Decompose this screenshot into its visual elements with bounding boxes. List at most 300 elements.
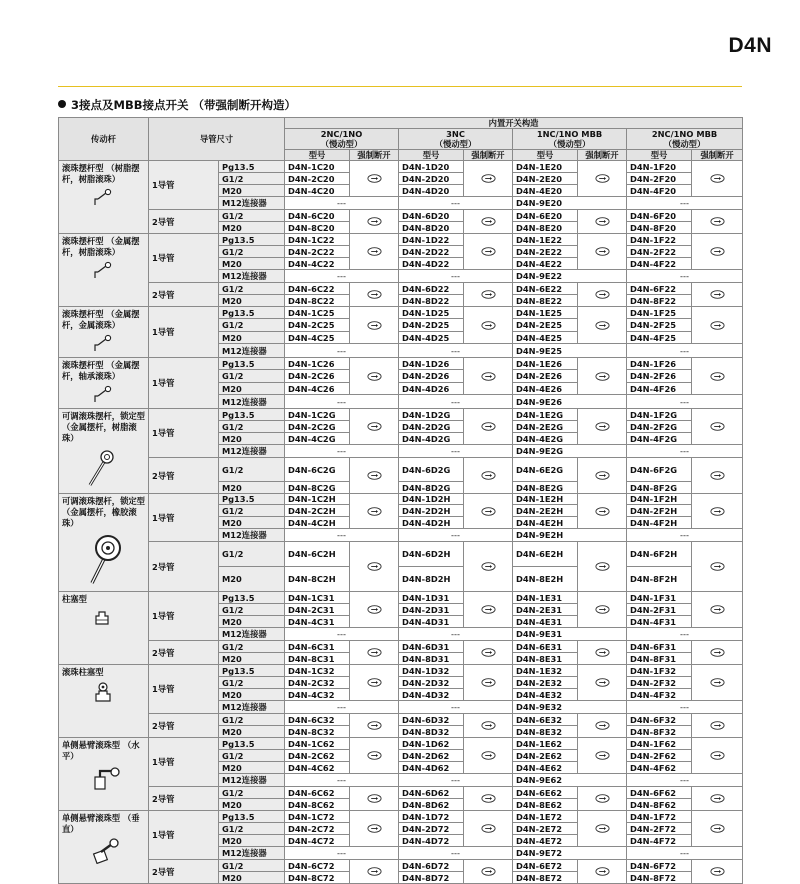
size-cell: Pg13.5 [219,409,285,421]
forced-opening-icon [464,210,513,234]
model-cell: D4N-4E20 [513,185,578,197]
size-cell: G1/2 [219,787,285,799]
not-available-cell: --- [627,701,743,714]
table-row [59,494,743,505]
forced-opening-icon [464,161,513,197]
table-row [59,161,743,173]
model-cell: D4N-6F72 [627,860,692,872]
model-cell: D4N-2D26 [399,370,464,382]
lever-cell [59,358,149,409]
model-cell: D4N-8D62 [399,799,464,811]
model-cell: D4N-2C32 [285,677,350,689]
forced-opening-icon [578,358,627,395]
model-cell: D4N-6C72 [285,860,350,872]
size-cell: Pg13.5 [219,161,285,173]
not-available-cell: --- [285,628,399,641]
model-cell: D4N-6C20 [285,210,350,222]
section-title-text: 3接点及MBB接点开关 （带强制断开构造） [71,98,296,112]
header-forced-opening: 强制断开 [692,150,743,161]
model-cell: D4N-2C20 [285,173,350,185]
size-cell: G1/2 [219,283,285,295]
lever-label: 单侧悬臂滚珠型 （垂直） [62,813,140,834]
header-forced-opening: 强制断开 [350,150,399,161]
model-cell: D4N-1F20 [627,161,692,173]
roller-lever-bearing-icon [92,385,145,406]
model-cell: D4N-2F20 [627,173,692,185]
model-cell: D4N-6C31 [285,641,350,653]
roller-lever-metal-metal-icon [92,334,145,355]
conduit-cell: 2导管 [149,860,219,884]
model-cell: D4N-1C2G [285,409,350,421]
forced-opening-icon [578,738,627,774]
size-cell: G1/2 [219,370,285,382]
model-cell: D4N-4C22 [285,258,350,270]
lever-cell [59,494,149,592]
model-cell: D4N-2C26 [285,370,350,382]
forced-opening-icon [578,592,627,628]
lever-label: 可调滚珠摆杆，锁定型 （金属摆杆，橡胶滚珠） [62,496,145,528]
header-switch-group: 内置开关构造 [285,118,743,129]
model-cell: D4N-4E32 [513,689,578,701]
forced-opening-icon [692,358,743,395]
header-config-name: 1NC/1NO MBB [536,129,603,139]
model-cell: D4N-6E2G [513,458,578,482]
forced-opening-icon [578,161,627,197]
table-row [59,210,743,222]
model-cell: D4N-2E62 [513,750,578,762]
model-cell: D4N-9E22 [513,270,627,283]
table-row [59,714,743,726]
header-config-sub: （慢动型） [434,139,477,149]
model-cell: D4N-8F31 [627,653,692,665]
model-cell: D4N-8E20 [513,222,578,234]
model-cell: D4N-8C2H [285,567,350,592]
model-cell: D4N-6E22 [513,283,578,295]
model-cell: D4N-1D31 [399,592,464,604]
model-cell: D4N-1D22 [399,234,464,246]
size-cell: M12连接器 [219,270,285,283]
model-cell: D4N-6F2H [627,542,692,567]
model-cell: D4N-8F62 [627,799,692,811]
size-cell: M12连接器 [219,445,285,458]
model-cell: D4N-6F2G [627,458,692,482]
lever-label: 滚珠摆杆型 （金属摆杆，树脂滚珠） [62,236,140,257]
model-cell: D4N-8C32 [285,726,350,738]
model-cell: D4N-2D2G [399,421,464,433]
size-cell: M12连接器 [219,395,285,409]
model-cell: D4N-1E22 [513,234,578,246]
model-cell: D4N-6E20 [513,210,578,222]
header-config-2 [399,129,513,150]
model-cell: D4N-4C20 [285,185,350,197]
model-cell: D4N-4D32 [399,689,464,701]
size-cell: M12连接器 [219,197,285,210]
model-cell: D4N-4F31 [627,616,692,628]
model-cell: D4N-1E26 [513,358,578,370]
forced-opening-icon [578,283,627,307]
model-cell: D4N-1C25 [285,307,350,319]
model-cell: D4N-4F26 [627,382,692,394]
forced-opening-icon [350,542,399,592]
size-cell: Pg13.5 [219,592,285,604]
model-cell: D4N-1E2H [513,494,578,505]
forced-opening-icon [578,665,627,701]
not-available-cell: --- [399,344,513,358]
not-available-cell: --- [285,701,399,714]
forced-opening-icon [350,307,399,344]
size-cell: M12连接器 [219,529,285,542]
size-cell: G1/2 [219,604,285,616]
forced-opening-icon [464,283,513,307]
model-cell: D4N-1F2G [627,409,692,421]
model-cell: D4N-8F2G [627,482,692,494]
model-cell: D4N-9E62 [513,774,627,787]
size-cell: M12连接器 [219,774,285,787]
lever-cell [59,665,149,738]
table-row [59,307,743,319]
table-row [59,592,743,604]
table-row [59,283,743,295]
forced-opening-icon [578,811,627,847]
size-cell: M12连接器 [219,701,285,714]
header-config-4 [627,129,743,150]
model-cell: D4N-2C2H [285,505,350,517]
model-cell: D4N-2C72 [285,823,350,835]
not-available-cell: --- [285,529,399,542]
size-cell: M20 [219,331,285,343]
forced-opening-icon [350,161,399,197]
model-cell: D4N-2F25 [627,319,692,331]
model-cell: D4N-4D72 [399,835,464,847]
forced-opening-icon [350,860,399,884]
size-cell: M20 [219,567,285,592]
forced-opening-icon [464,641,513,665]
model-cell: D4N-2D62 [399,750,464,762]
model-cell: D4N-6F62 [627,787,692,799]
size-cell: M20 [219,433,285,445]
model-cell: D4N-1D26 [399,358,464,370]
forced-opening-icon [350,592,399,628]
size-cell: M20 [219,258,285,270]
forced-opening-icon [692,714,743,738]
not-available-cell: --- [285,270,399,283]
size-cell: M20 [219,482,285,494]
model-cell: D4N-8E2G [513,482,578,494]
forced-opening-icon [350,494,399,529]
model-cell: D4N-4F2G [627,433,692,445]
forced-opening-icon [464,787,513,811]
model-cell: D4N-1D2G [399,409,464,421]
forced-opening-icon [692,542,743,592]
model-cell: D4N-8F20 [627,222,692,234]
not-available-cell: --- [399,395,513,409]
size-cell: M20 [219,222,285,234]
size-cell: M20 [219,762,285,774]
header-config-name: 3NC [446,129,465,139]
model-cell: D4N-6F20 [627,210,692,222]
header-model: 型号 [399,150,464,161]
model-cell: D4N-2F2H [627,505,692,517]
model-cell: D4N-2F72 [627,823,692,835]
not-available-cell: --- [627,628,743,641]
model-cell: D4N-1D32 [399,665,464,677]
header-config-sub: （慢动型） [548,139,591,149]
model-cell: D4N-1E25 [513,307,578,319]
not-available-cell: --- [285,344,399,358]
size-cell: G1/2 [219,542,285,567]
model-cell: D4N-1E31 [513,592,578,604]
model-cell: D4N-4C72 [285,835,350,847]
model-cell: D4N-4F22 [627,258,692,270]
forced-opening-icon [464,358,513,395]
conduit-cell: 1导管 [149,665,219,714]
size-cell: G1/2 [219,641,285,653]
header-forced-opening: 强制断开 [464,150,513,161]
size-cell: M20 [219,382,285,394]
conduit-cell: 1导管 [149,738,219,787]
size-cell: M12连接器 [219,344,285,358]
model-cell: D4N-6D32 [399,714,464,726]
model-cell: D4N-9E20 [513,197,627,210]
model-cell: D4N-1C62 [285,738,350,750]
forced-opening-icon [464,714,513,738]
model-cell: D4N-1F62 [627,738,692,750]
model-cell: D4N-8E2H [513,567,578,592]
adjustable-roller-lever-resin-icon [84,448,145,491]
not-available-cell: --- [399,529,513,542]
model-cell: D4N-2C25 [285,319,350,331]
forced-opening-icon [464,860,513,884]
not-available-cell: --- [399,774,513,787]
model-cell: D4N-4C2H [285,517,350,529]
forced-opening-icon [464,665,513,701]
model-cell: D4N-2F22 [627,246,692,258]
forced-opening-icon [350,283,399,307]
model-cell: D4N-6E72 [513,860,578,872]
not-available-cell: --- [627,344,743,358]
forced-opening-icon [464,811,513,847]
forced-opening-icon [692,738,743,774]
size-cell: G1/2 [219,714,285,726]
conduit-cell: 1导管 [149,409,219,458]
model-cell: D4N-8E22 [513,295,578,307]
model-cell: D4N-1F72 [627,811,692,823]
model-cell: D4N-4E2H [513,517,578,529]
forced-opening-icon [692,592,743,628]
model-cell: D4N-9E31 [513,628,627,641]
not-available-cell: --- [285,197,399,210]
forced-opening-icon [692,811,743,847]
size-cell: M20 [219,185,285,197]
not-available-cell: --- [399,270,513,283]
model-cell: D4N-4C26 [285,382,350,394]
forced-opening-icon [692,860,743,884]
header-model: 型号 [285,150,350,161]
model-cell: D4N-1C22 [285,234,350,246]
not-available-cell: --- [399,197,513,210]
model-cell: D4N-8F72 [627,872,692,884]
model-cell: D4N-6F31 [627,641,692,653]
size-cell: G1/2 [219,860,285,872]
table-row [59,409,743,421]
model-cell: D4N-4E26 [513,382,578,394]
model-cell: D4N-8D20 [399,222,464,234]
forced-opening-icon [578,542,627,592]
model-cell: D4N-4F25 [627,331,692,343]
brand-title: D4N [728,34,772,57]
model-cell: D4N-1C31 [285,592,350,604]
forced-opening-icon [350,665,399,701]
conduit-cell: 1导管 [149,811,219,860]
conduit-cell: 1导管 [149,161,219,210]
size-cell: Pg13.5 [219,811,285,823]
model-cell: D4N-2F2G [627,421,692,433]
forced-opening-icon [350,738,399,774]
model-cell: D4N-8F22 [627,295,692,307]
size-cell: M20 [219,726,285,738]
model-cell: D4N-8F2H [627,567,692,592]
header-config-sub: （慢动型） [320,139,363,149]
model-cell: D4N-1D20 [399,161,464,173]
header-config-name: 2NC/1NO [320,129,363,139]
model-cell: D4N-4E62 [513,762,578,774]
forced-opening-icon [578,714,627,738]
lever-cell [59,307,149,358]
forced-opening-icon [464,494,513,529]
model-cell: D4N-9E32 [513,701,627,714]
model-cell: D4N-4D20 [399,185,464,197]
model-cell: D4N-8E72 [513,872,578,884]
forced-opening-icon [464,542,513,592]
model-cell: D4N-8C31 [285,653,350,665]
model-cell: D4N-8C72 [285,872,350,884]
model-cell: D4N-4E72 [513,835,578,847]
forced-opening-icon [692,409,743,445]
forced-opening-icon [350,234,399,270]
header-conduit: 导管尺寸 [149,118,285,161]
model-cell: D4N-6F22 [627,283,692,295]
model-cell: D4N-2F26 [627,370,692,382]
model-cell: D4N-2F32 [627,677,692,689]
model-cell: D4N-4D62 [399,762,464,774]
header-divider [58,86,742,87]
model-cell: D4N-1D2H [399,494,464,505]
model-cell: D4N-8C2G [285,482,350,494]
model-cell: D4N-4C25 [285,331,350,343]
model-cell: D4N-9E25 [513,344,627,358]
table-row [59,738,743,750]
table-row [59,860,743,872]
roller-lever-metal-resin-icon [92,261,145,282]
not-available-cell: --- [627,445,743,458]
model-cell: D4N-1C72 [285,811,350,823]
section-title [58,97,296,113]
not-available-cell: --- [399,847,513,860]
model-cell: D4N-6D2G [399,458,464,482]
size-cell: G1/2 [219,823,285,835]
size-cell: M20 [219,616,285,628]
model-cell: D4N-2E32 [513,677,578,689]
not-available-cell: --- [399,445,513,458]
size-cell: M20 [219,872,285,884]
table-row [59,234,743,246]
model-cell: D4N-1C20 [285,161,350,173]
table-row [59,458,743,482]
forced-opening-icon [350,210,399,234]
not-available-cell: --- [285,395,399,409]
model-cell: D4N-1C2H [285,494,350,505]
model-cell: D4N-4F62 [627,762,692,774]
table-row [59,811,743,823]
model-cell: D4N-1F25 [627,307,692,319]
forced-opening-icon [350,358,399,395]
forced-opening-icon [692,787,743,811]
forced-opening-icon [350,409,399,445]
model-cell: D4N-2E2G [513,421,578,433]
size-cell: Pg13.5 [219,738,285,750]
model-cell: D4N-2E2H [513,505,578,517]
lever-label: 滚珠摆杆型 （金属摆杆，金属滚珠） [62,309,140,330]
model-cell: D4N-4D2G [399,433,464,445]
not-available-cell: --- [627,774,743,787]
table-row [59,665,743,677]
model-cell: D4N-2E22 [513,246,578,258]
size-cell: G1/2 [219,173,285,185]
model-cell: D4N-6E31 [513,641,578,653]
forced-opening-icon [578,210,627,234]
model-cell: D4N-9E26 [513,395,627,409]
forced-opening-icon [578,409,627,445]
size-cell: G1/2 [219,421,285,433]
lever-cell [59,738,149,811]
model-cell: D4N-8C62 [285,799,350,811]
size-cell: Pg13.5 [219,494,285,505]
model-cell: D4N-4C2G [285,433,350,445]
model-cell: D4N-6D72 [399,860,464,872]
forced-opening-icon [350,458,399,494]
forced-opening-icon [692,210,743,234]
adjustable-roller-lever-rubber-icon [84,533,145,588]
model-cell: D4N-1D62 [399,738,464,750]
model-cell: D4N-6E2H [513,542,578,567]
model-cell: D4N-4F72 [627,835,692,847]
model-cell: D4N-8D72 [399,872,464,884]
header-model: 型号 [513,150,578,161]
size-cell: Pg13.5 [219,234,285,246]
model-cell: D4N-2E20 [513,173,578,185]
size-cell: G1/2 [219,319,285,331]
model-cell: D4N-2D2H [399,505,464,517]
conduit-cell: 2导管 [149,542,219,592]
forced-opening-icon [350,811,399,847]
model-cell: D4N-1E72 [513,811,578,823]
model-cell: D4N-2C62 [285,750,350,762]
forced-opening-icon [578,234,627,270]
model-cell: D4N-8C22 [285,295,350,307]
model-cell: D4N-1F2H [627,494,692,505]
table-row [59,358,743,370]
size-cell: Pg13.5 [219,358,285,370]
model-cell: D4N-8F32 [627,726,692,738]
header-config-3 [513,129,627,150]
forced-opening-icon [464,234,513,270]
model-cell: D4N-4F2H [627,517,692,529]
lever-cell [59,234,149,307]
size-cell: Pg13.5 [219,665,285,677]
model-cell: D4N-6C2G [285,458,350,482]
model-cell: D4N-1C26 [285,358,350,370]
model-cell: D4N-6D31 [399,641,464,653]
